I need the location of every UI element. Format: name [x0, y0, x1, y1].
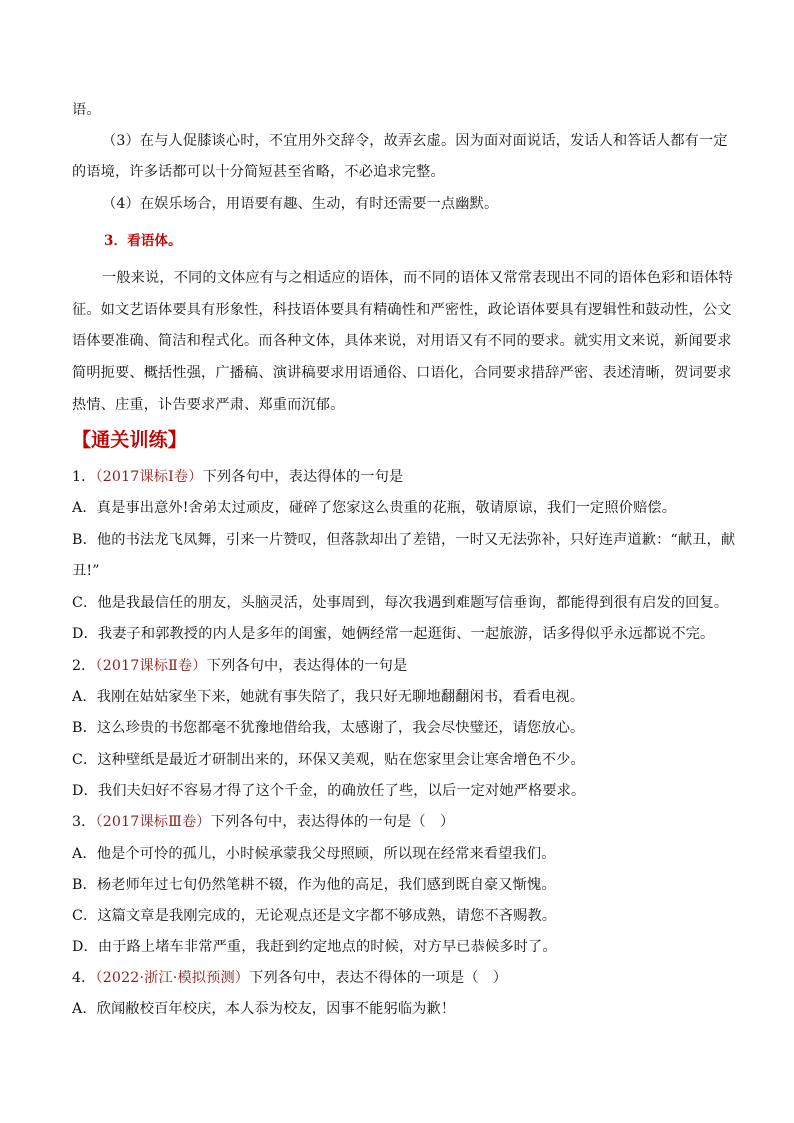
paragraph-line: 语体要准确、简洁和程式化。而各种文体，具体来说，对用语又有不同的要求。就实用文来说，新闻要求 [72, 333, 732, 349]
paragraph-line: 简明扼要、概括性强，广播稿、演讲稿要求用语通俗、口语化，合同要求措辞严密、表述清晰，贺词要求 [72, 365, 732, 381]
option-d: D．我妻子和郭教授的内人是多年的闺蜜，她俩经常一起逛街、一起旅游，话多得似乎永远都说不完。 [72, 626, 715, 642]
question-text: 下列各句中，表达得体的一句是（ ） [210, 814, 455, 830]
option-d: D．我们夫妇好不容易才得了这个千金，的确放任了些，以后一定对她严格要求。 [72, 783, 586, 799]
question-source: （2022·浙江·模拟预测） [95, 970, 250, 986]
option-a: A．真是事出意外!舍弟太过顽皮，碰碎了您家这么贵重的花瓶，敬请原谅，我们一定照价赔偿。 [72, 500, 677, 516]
question-stem [72, 968, 507, 988]
question-source: （2017课标Ⅱ卷） [95, 658, 207, 674]
question-number: 4． [72, 970, 96, 986]
question-number: 2． [72, 658, 96, 674]
intro-line: 语。 [72, 102, 101, 118]
question-number: 1． [72, 469, 96, 485]
question-number: 3． [72, 814, 96, 830]
option-a: A．欣闻敝校百年校庆，本人忝为校友，因事不能躬临为歉！ [72, 1001, 456, 1017]
question-text: 下列各句中，表达不得体的一项是（ ） [249, 970, 508, 986]
question-text: 下列各句中，表达得体的一句是 [202, 469, 404, 485]
option-c: C．他是我最信任的朋友，头脑灵活，处事周到，每次我遇到难题写信垂询，都能得到很有启发的回复。 [72, 595, 729, 611]
question-stem [72, 467, 403, 487]
question-source: （2017课标Ⅰ卷） [95, 469, 203, 485]
option-b: B．杨老师年过七旬仍然笔耕不辍，作为他的高足，我们感到既自豪又惭愧。 [72, 877, 556, 893]
paragraph-line: 征。如文艺语体要具有形象性，科技语体要具有精确性和严密性，政论语体要具有逻辑性和鼓动性，公文 [72, 302, 732, 318]
paragraph-line: 一般来说，不同的文体应有与之相适应的语体，而不同的语体又常常表现出不同的语体色彩和语体特 [102, 270, 733, 286]
paragraph-line: 热情、庄重，讣告要求严肃、郑重而沉郁。 [72, 397, 345, 413]
option-b-continued: 丑!” [72, 563, 100, 579]
option-a: A．我刚在姑姑家坐下来，她就有事失陪了，我只好无聊地翻翻闲书，看看电视。 [72, 689, 585, 705]
question-stem [72, 656, 407, 676]
question-text: 下列各句中，表达得体的一句是 [206, 658, 408, 674]
point-4: （4）在娱乐场合，用语要有趣、生动，有时还需要一点幽默。 [102, 196, 499, 212]
section-title: 【通关训练】 [72, 429, 187, 451]
option-a: A．他是个可怜的孤儿，小时候承蒙我父母照顾，所以现在经常来看望我们。 [72, 846, 556, 862]
option-c: C．这篇文章是我刚完成的，无论观点还是文字都不够成熟，请您不吝赐教。 [72, 908, 557, 924]
option-b: B．他的书法龙飞凤舞，引来一片赞叹，但落款却出了差错，一时又无法弥补，只好连声道歉：“献丑，献 [72, 532, 736, 548]
option-d: D．由于路上堵车非常严重，我赶到约定地点的时候，对方早已恭候多时了。 [72, 939, 557, 955]
question-source: （2017课标Ⅲ卷） [95, 814, 211, 830]
option-b: B．这么珍贵的书您都毫不犹豫地借给我，太感谢了，我会尽快璧还，请您放心。 [72, 720, 585, 736]
question-stem [72, 812, 454, 832]
option-c: C．这种壁纸是最近才研制出来的，环保又美观，贴在您家里会让寒舍增色不少。 [72, 752, 585, 768]
subheading-register: 3．看语体。 [104, 233, 182, 249]
point-3-line-1: （3）在与人促膝谈心时，不宜用外交辞令，故弄玄虚。因为面对面说话，发话人和答话人都有一定 [102, 133, 728, 149]
point-3-line-2: 的语境，许多话都可以十分简短甚至省略，不必追求完整。 [72, 164, 445, 180]
